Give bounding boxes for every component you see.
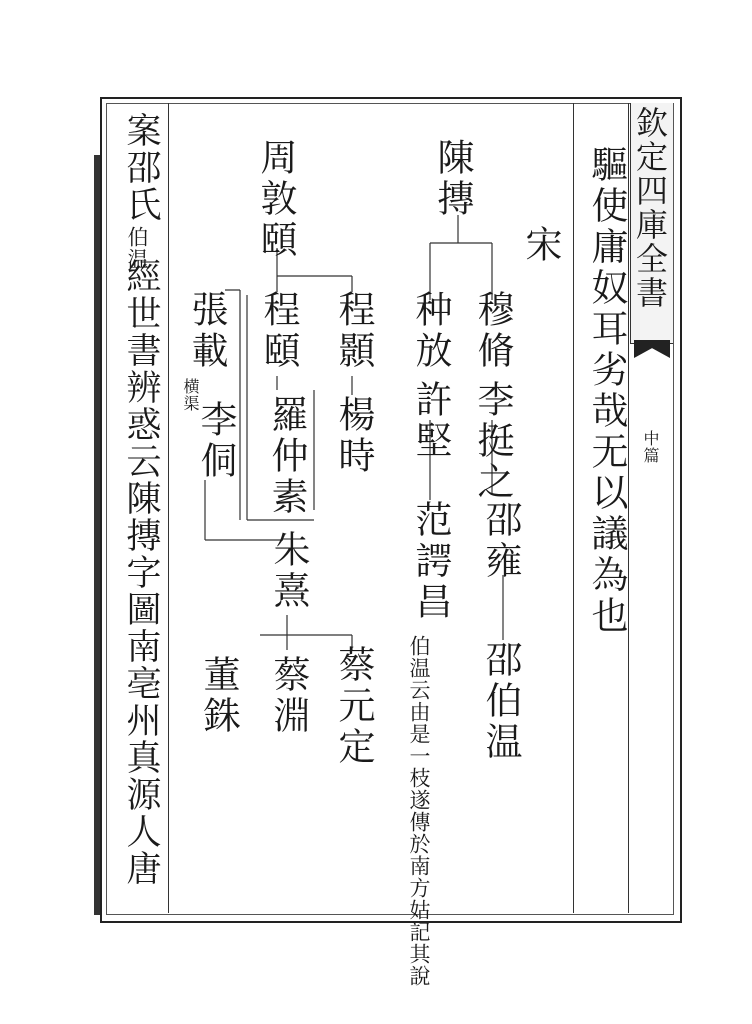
name-zhang-zai: 張載 <box>185 290 228 372</box>
name-chen-tuan: 陳摶 <box>431 138 474 220</box>
name-shao-bowen: 邵伯温 <box>479 640 522 763</box>
name-li-tong: 李侗 <box>194 400 237 482</box>
name-zhong-fang: 种放 <box>409 290 452 372</box>
name-shao-yong: 邵雍 <box>479 500 522 582</box>
name-zhou-dunyi: 周敦頤 <box>254 138 297 261</box>
name-cheng-yi: 程頤 <box>257 290 300 372</box>
text-line-1: 驅使庸奴耳劣哉无以議為也 <box>585 145 628 637</box>
commentary-body: 經世書辨惑云陳摶字圖南亳州真源人唐 <box>121 258 161 887</box>
name-fan-echang: 范諤昌 <box>409 500 452 623</box>
name-dong-zhu: 董銖 <box>197 655 240 737</box>
name-luo-zhongsu: 羅仲素 <box>265 395 308 518</box>
commentary-note: 伯温 <box>125 226 149 270</box>
name-zhu-xi: 朱熹 <box>267 530 310 612</box>
name-mu-xiu: 穆脩 <box>471 290 514 372</box>
name-cai-yuan: 蔡淵 <box>267 655 310 737</box>
series-title: 欽定四庫全書 <box>631 106 669 310</box>
name-yang-shi: 楊時 <box>332 395 375 477</box>
commentary-head: 案邵氏 <box>121 112 161 223</box>
name-cheng-hao: 程顥 <box>332 290 375 372</box>
note-hengqu: 横渠 <box>181 378 200 412</box>
name-li-tingzhi: 李挺之 <box>471 380 514 503</box>
dynasty-label: 宋 <box>519 225 562 266</box>
note-bowen: 伯温云由是一枝遂傳於南方姑記其說 <box>407 635 431 987</box>
name-xu-jian: 許堅 <box>409 380 452 462</box>
name-cai-yuanding: 蔡元定 <box>332 645 375 768</box>
section-label: 中篇 <box>641 430 660 464</box>
